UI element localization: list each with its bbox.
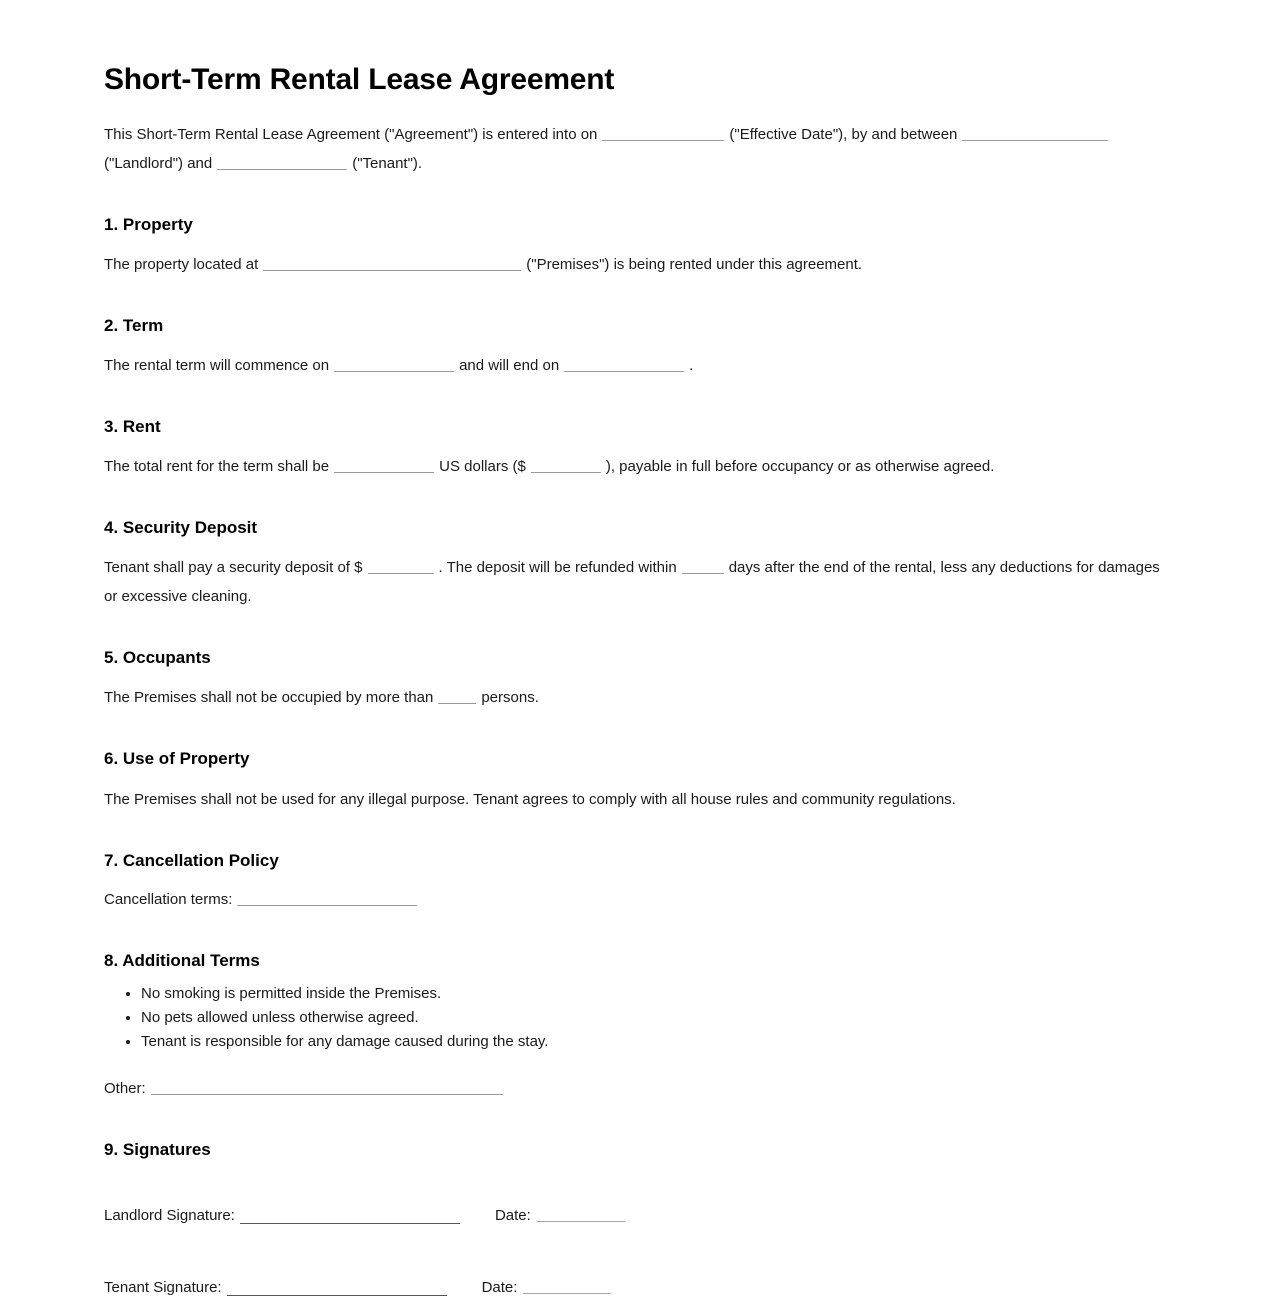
section-heading-term: 2. Term bbox=[104, 316, 164, 336]
term-end-date-blank[interactable] bbox=[564, 357, 684, 372]
landlord-signature-row bbox=[104, 1201, 1171, 1230]
deposit-text-part1: Tenant shall pay a security deposit of $ bbox=[104, 559, 363, 577]
deposit-text-part3: days after the end of the rental, less any deductions for damages or excessive cleaning. bbox=[104, 559, 1160, 606]
tenant-name-blank[interactable] bbox=[217, 155, 347, 170]
section-heading-rent: 3. Rent bbox=[104, 417, 161, 437]
deposit-text-part2: . The deposit will be refunded within bbox=[438, 559, 677, 577]
cancellation-terms-blank[interactable] bbox=[237, 890, 417, 905]
occupants-text-part1: The Premises shall not be occupied by more than bbox=[104, 689, 434, 707]
section-body-term bbox=[104, 351, 1171, 380]
section-body-use-of-property: The Premises shall not be used for any illegal purpose. Tenant agrees to comply with all house rules and community regulations. bbox=[104, 790, 956, 808]
section-heading-cancellation-policy: 7. Cancellation Policy bbox=[104, 850, 279, 870]
list-item: • No pets allowed unless otherwise agreed. bbox=[141, 1006, 1171, 1030]
occupants-text-part2: persons. bbox=[481, 689, 539, 707]
term-start-date-blank[interactable] bbox=[334, 357, 454, 372]
term-text-part3: . bbox=[689, 357, 694, 375]
intro-text-part3: ("Landlord") and bbox=[104, 155, 213, 172]
intro-text-part2: ("Effective Date"), by and between bbox=[729, 126, 958, 143]
section-heading-additional-terms: 8. Additional Terms bbox=[104, 950, 260, 970]
rent-amount-numeric-blank[interactable] bbox=[531, 458, 601, 473]
list-item: • No smoking is permitted inside the Premises. bbox=[141, 982, 1171, 1006]
section-body-rent bbox=[104, 452, 1171, 481]
other-terms-label: Other: bbox=[104, 1079, 146, 1097]
section-body-cancellation-policy bbox=[104, 885, 1171, 914]
rent-text-part2: US dollars ($ bbox=[439, 458, 526, 476]
tenant-signature-blank[interactable] bbox=[227, 1279, 447, 1296]
deposit-amount-blank[interactable] bbox=[368, 559, 434, 574]
section-heading-security-deposit: 4. Security Deposit bbox=[104, 518, 258, 538]
additional-terms-list bbox=[104, 982, 1171, 1054]
section-heading-occupants: 5. Occupants bbox=[104, 648, 211, 668]
list-item: • Tenant is responsible for any damage caused during the stay. bbox=[141, 1030, 1171, 1054]
signature-block bbox=[104, 1201, 1171, 1302]
section-body-property bbox=[104, 250, 1171, 279]
section-heading-use-of-property: 6. Use of Property bbox=[104, 749, 250, 769]
landlord-signature-label: Landlord Signature: bbox=[104, 1206, 235, 1224]
effective-date-blank[interactable] bbox=[602, 126, 724, 141]
property-text-part1: The property located at bbox=[104, 256, 259, 274]
occupants-count-blank[interactable] bbox=[438, 689, 476, 704]
section-heading-property: 1. Property bbox=[104, 215, 193, 234]
document-title: Short-Term Rental Lease Agreement bbox=[104, 63, 615, 96]
term-text-part2: and will end on bbox=[459, 357, 560, 375]
rent-text-part1: The total rent for the term shall be bbox=[104, 458, 330, 476]
intro-paragraph bbox=[104, 120, 1171, 178]
deposit-refund-days-blank[interactable] bbox=[682, 559, 724, 574]
intro-text-part4: ("Tenant"). bbox=[352, 155, 423, 172]
landlord-date-blank[interactable] bbox=[537, 1207, 625, 1222]
tenant-signature-row bbox=[104, 1273, 1171, 1302]
term-text-part1: The rental term will commence on bbox=[104, 357, 330, 375]
landlord-date-label: Date: bbox=[494, 1206, 531, 1224]
rent-amount-words-blank[interactable] bbox=[334, 458, 434, 473]
landlord-signature-blank[interactable] bbox=[240, 1207, 460, 1224]
property-address-blank[interactable] bbox=[263, 256, 521, 271]
section-heading-signatures: 9. Signatures bbox=[104, 1139, 211, 1159]
section-body-security-deposit bbox=[104, 553, 1171, 611]
tenant-signature-label: Tenant Signature: bbox=[104, 1278, 222, 1296]
cancellation-text-part1: Cancellation terms: bbox=[104, 890, 233, 908]
tenant-date-blank[interactable] bbox=[523, 1279, 611, 1294]
landlord-name-blank[interactable] bbox=[962, 126, 1108, 141]
other-terms-row bbox=[104, 1074, 1171, 1103]
property-text-part2: ("Premises") is being rented under this agreement. bbox=[526, 256, 863, 274]
other-terms-blank[interactable] bbox=[151, 1080, 503, 1095]
rent-text-part3: ), payable in full before occupancy or as otherwise agreed. bbox=[605, 458, 995, 476]
section-body-occupants bbox=[104, 683, 1171, 712]
tenant-date-label: Date: bbox=[481, 1278, 518, 1296]
intro-text-part1: This Short-Term Rental Lease Agreement ("Agreement") is entered into on bbox=[104, 126, 598, 143]
